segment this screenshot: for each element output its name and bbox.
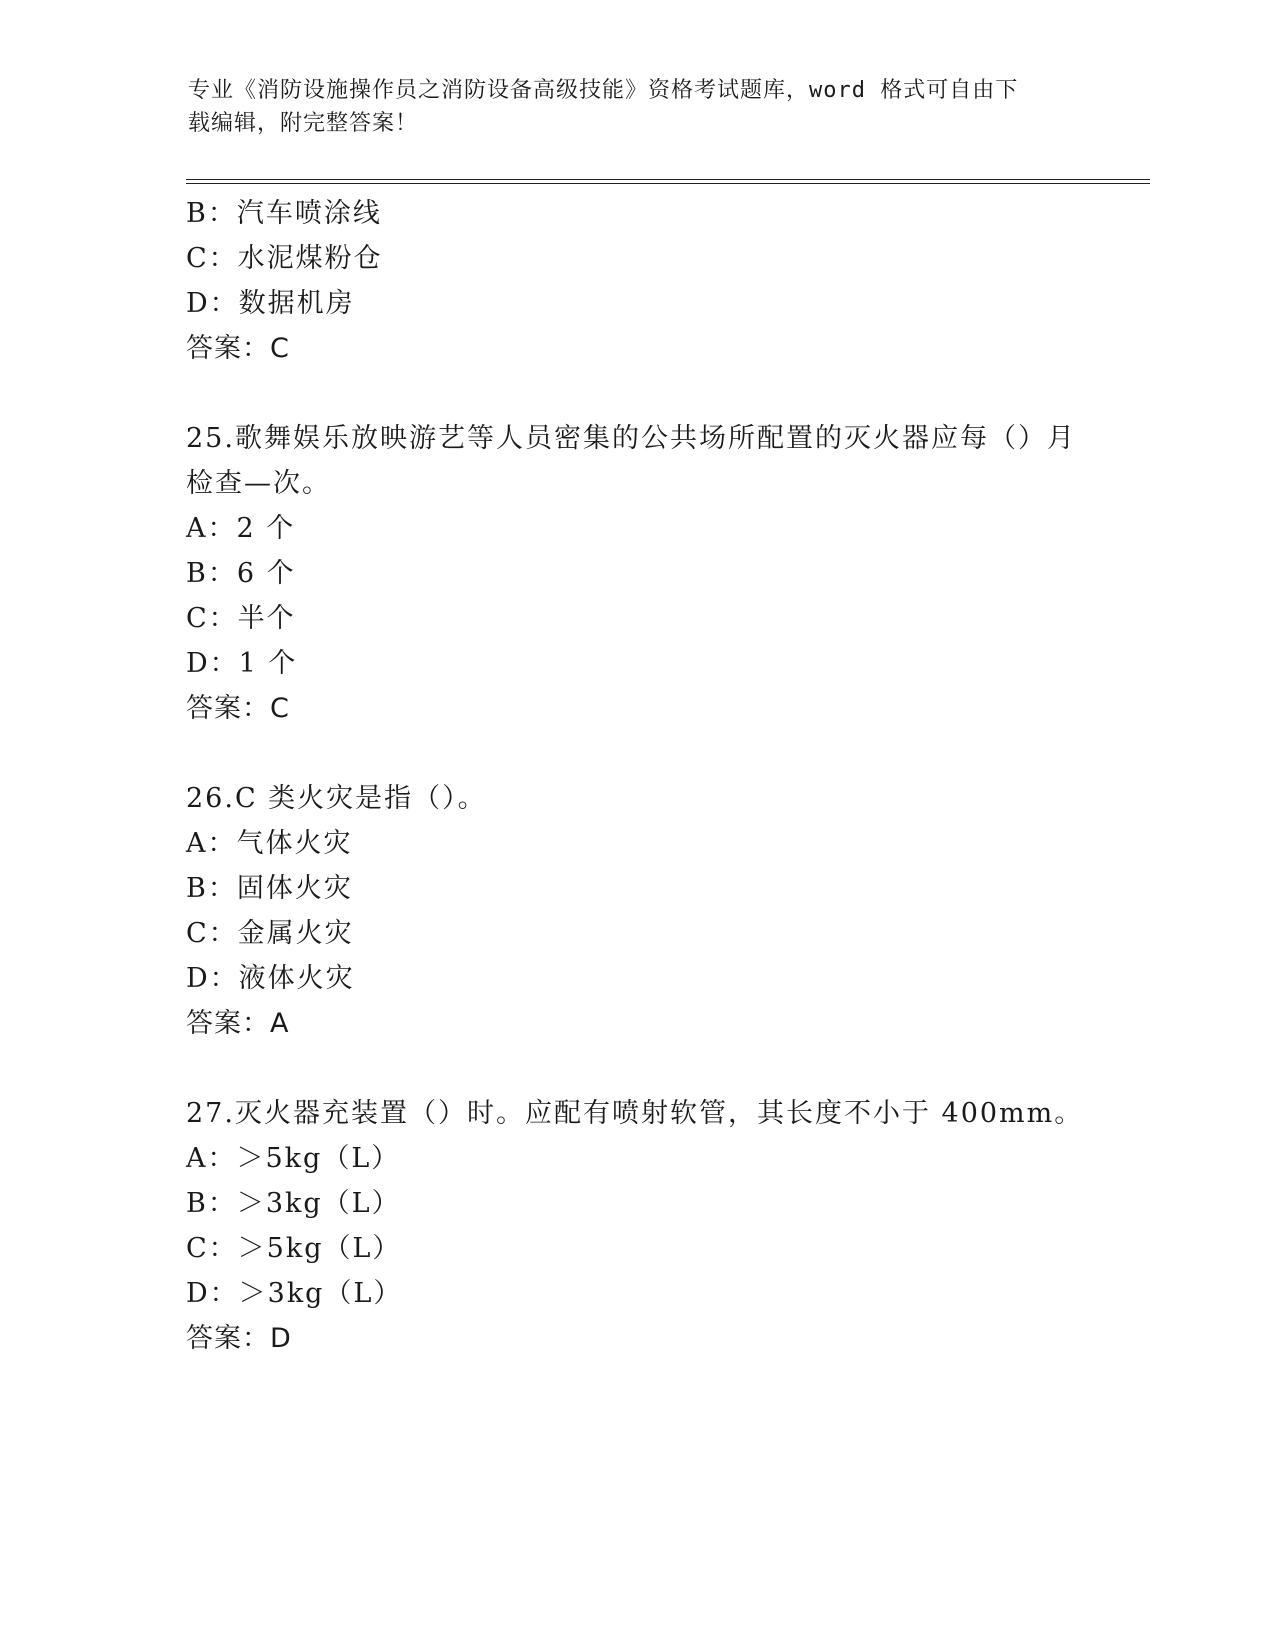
answer: 答案：A	[186, 1008, 290, 1039]
spacer	[186, 1046, 1086, 1091]
question-24	[186, 191, 1086, 371]
answer: 答案：D	[186, 1323, 292, 1354]
option-b: B：汽车喷涂线	[186, 198, 382, 229]
answer: 答案：C	[186, 333, 290, 364]
question-stem-line-1: 25.歌舞娱乐放映游艺等人员密集的公共场所配置的灭火器应每（）月	[186, 423, 1076, 454]
header-line-1: 专业《消防设施操作员之消防设备高级技能》资格考试题库，word 格式可自由下	[188, 78, 1019, 103]
question-stem-line-1: 26.C 类火灾是指（）。	[186, 783, 487, 814]
question-25	[186, 416, 1086, 731]
option-d: D：液体火灾	[186, 963, 355, 994]
header-divider-bottom	[186, 183, 1150, 184]
question-27	[186, 1091, 1086, 1361]
option-d: D：＞3kg（L）	[186, 1278, 403, 1309]
question-stem-line-1: 27.灭火器充装置（）时。应配有喷射软管，其长度不小于 400mm。	[186, 1098, 1084, 1129]
option-a: A：气体火灾	[186, 828, 353, 859]
answer: 答案：C	[186, 693, 290, 724]
option-b: B：固体火灾	[186, 873, 353, 904]
page-header	[188, 74, 1068, 140]
spacer	[186, 371, 1086, 416]
question-26	[186, 776, 1086, 1046]
option-a: A：2 个	[186, 513, 296, 544]
option-c: C：水泥煤粉仓	[186, 243, 383, 274]
question-list	[186, 191, 1086, 1361]
spacer	[186, 731, 1086, 776]
option-d: D：1 个	[186, 648, 298, 679]
option-c: C：金属火灾	[186, 918, 354, 949]
header-line-2: 载编辑，附完整答案！	[188, 111, 419, 136]
option-d: D：数据机房	[186, 288, 355, 319]
option-c: C：＞5kg（L）	[186, 1233, 402, 1264]
option-b: B：6 个	[186, 558, 296, 589]
option-c: C：半个	[186, 603, 296, 634]
header-divider-top	[186, 179, 1150, 180]
question-stem-line-2: 检查—次。	[186, 468, 331, 499]
option-b: B：＞3kg（L）	[186, 1188, 401, 1219]
option-a: A：＞5kg（L）	[186, 1143, 401, 1174]
